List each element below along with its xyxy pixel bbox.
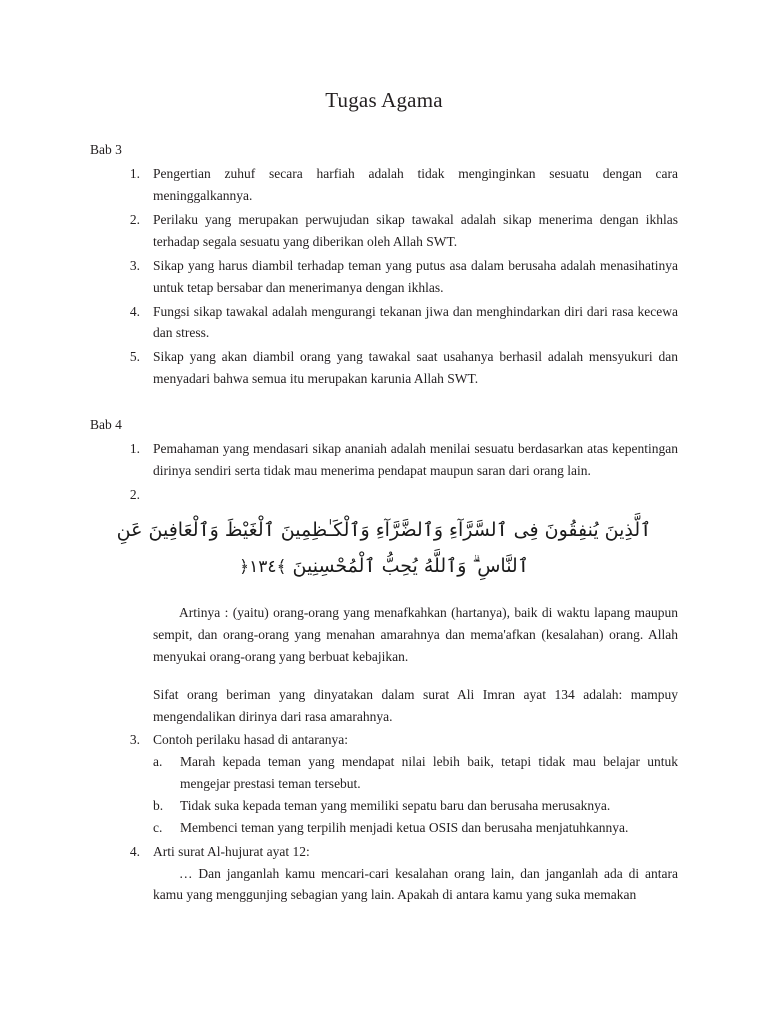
- list-marker: 3.: [129, 257, 140, 273]
- list-item-text: Contoh perilaku hasad di antaranya:: [153, 732, 348, 748]
- list-item: [110, 438, 678, 482]
- list-marker: c.: [153, 819, 163, 835]
- list-item-text: Sikap yang akan diambil orang yang tawakal saat usahanya berhasil adalah mensyukuri dan menyadari bahwa semua itu merupakan karunia Allah SWT.: [153, 349, 678, 387]
- bab4-item3-sublist: [153, 751, 678, 838]
- quran-verse-line-2-text: ٱلنَّاسِ ۗ وَٱللَّهُ يُحِبُّ ٱلْمُحْسِنِينَ: [292, 555, 529, 578]
- list-item: [110, 346, 678, 390]
- list-item: [110, 209, 678, 253]
- list-marker: 2.: [129, 212, 140, 228]
- list-item-text: Sikap yang harus diambil terhadap teman yang putus asa dalam berusaha adalah menasihatinya untuk tetap bersabar dan menerimanya dengan ikhlas.: [153, 257, 678, 295]
- list-item: [153, 751, 678, 795]
- bab3-list: [90, 163, 678, 390]
- list-item: [153, 817, 678, 839]
- list-item: [110, 841, 678, 907]
- list-item-text: Pemahaman yang mendasari sikap ananiah adalah menilai sesuatu berdasarkan atas kepentingan dirinya sendiri serta tidak mau menerima pendapat maupun saran dari orang lain.: [153, 441, 678, 479]
- list-item: [110, 255, 678, 299]
- ayah-number-ornament: ﴾١٣٤﴿: [239, 557, 287, 578]
- list-item: [153, 795, 678, 817]
- list-item-text: Perilaku yang merupakan perwujudan sikap tawakal adalah sikap menerima dengan ikhlas terhadap segala sesuatu yang diberikan oleh Allah SWT.: [153, 212, 678, 249]
- list-marker: 5.: [129, 349, 140, 365]
- list-marker: 1.: [129, 166, 140, 182]
- hujurat-quote-paragraph: … Dan janganlah kamu mencari-cari kesalahan orang lain, dan janganlah ada di antara kamu yang menggunjing sebagian yang lain. Apakah di antara kamu yang suka memakan: [153, 865, 678, 903]
- list-marker: 2.: [129, 486, 140, 502]
- list-item-text: Tidak suka kepada teman yang memiliki sepatu baru dan berusaha merusaknya.: [180, 798, 611, 813]
- list-item-text: Marah kepada teman yang mendapat nilai lebih baik, tetapi tidak mau belajar untuk mengejar prestasi teman tersebut.: [180, 754, 678, 792]
- list-item-text: Fungsi sikap tawakal adalah mengurangi tekanan jiwa dan menghindarkan diri dari rasa kecewa dan stress.: [153, 303, 678, 341]
- list-item-text: Pengertian zuhuf secara harfiah adalah tidak menginginkan sesuatu dengan cara meninggalkannya.: [153, 166, 678, 204]
- list-item-text: Arti surat Al-hujurat ayat 12:: [153, 843, 310, 859]
- list-marker: 1.: [129, 441, 140, 457]
- quran-verse-line-1: ٱلَّذِينَ يُنفِقُونَ فِى ٱلسَّرَّآءِ وَٱلضَّرَّآءِ وَٱلْكَـٰظِمِينَ ٱلْغَيْظَ وَٱلْعَافِينَ عَنِ: [116, 518, 652, 541]
- list-item: [110, 729, 678, 838]
- list-marker: 4.: [129, 843, 140, 859]
- artinya-paragraph: Artinya : (yaitu) orang-orang yang menafkahkan (hartanya), baik di waktu lapang maupun sempit, dan orang-orang yang menahan amarahnya dan mema'afkan (kesalahan) orang. Allah menyukai orang-orang yang berbuat kebajikan.: [153, 605, 678, 664]
- quran-verse-line-2: [90, 548, 678, 584]
- list-item: [110, 301, 678, 345]
- list-item-text: Membenci teman yang terpilih menjadi ketua OSIS dan berusaha menjatuhkannya.: [180, 819, 629, 835]
- page-title: Tugas Agama: [325, 88, 443, 112]
- ayah-number: ١٣٤: [249, 557, 277, 578]
- list-marker: a.: [153, 754, 163, 770]
- section-heading-bab-3: Bab 3: [90, 142, 122, 158]
- section-heading-bab-4: Bab 4: [90, 417, 122, 432]
- bab4-list-continued: [90, 729, 678, 906]
- quran-verse-block: [90, 484, 678, 588]
- list-marker: b.: [153, 798, 164, 813]
- list-item: [110, 163, 678, 207]
- list-marker: 3.: [129, 732, 140, 748]
- bab4-list: [90, 438, 678, 502]
- sifat-paragraph: Sifat orang beriman yang dinyatakan dalam surat Ali Imran ayat 134 adalah: mampuy mengendalikan dirinya dari rasa amarahnya.: [153, 686, 678, 724]
- list-marker: 4.: [129, 303, 140, 319]
